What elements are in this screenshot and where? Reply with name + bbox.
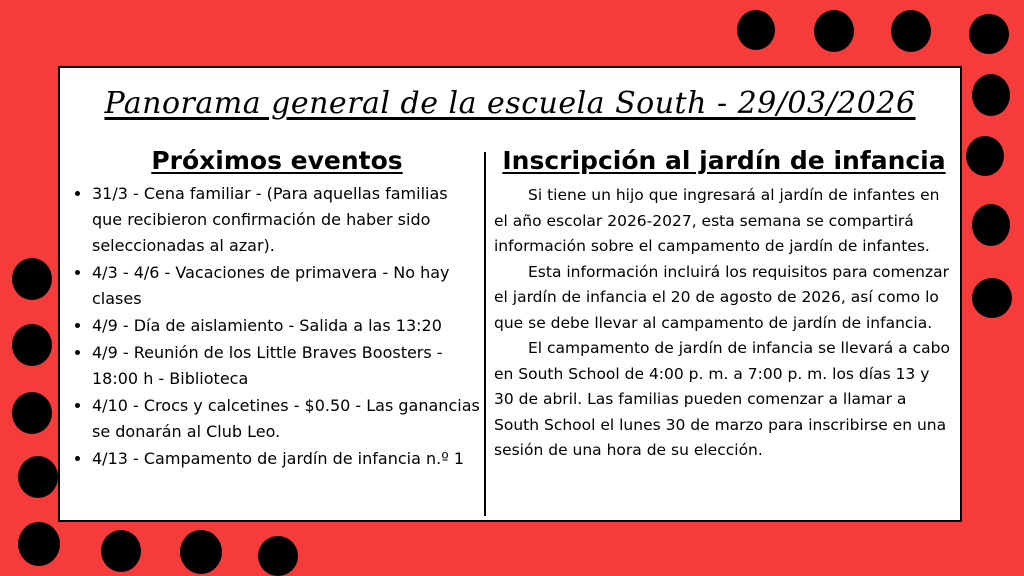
page-title: Panorama general de la escuela South - 29/03/2026 <box>104 86 916 121</box>
dot <box>12 324 52 366</box>
dot <box>180 530 222 574</box>
dot <box>12 392 52 434</box>
event-item: • 4/10 - Crocs y calcetines - $0.50 - Las ganancias se donarán al Club Leo. <box>92 393 480 445</box>
dot <box>972 204 1010 246</box>
event-item: • 31/3 - Cena familiar - (Para aquellas familias que recibieron confirmación de haber sido seleccionadas al azar). <box>92 181 480 259</box>
event-item: • 4/9 - Día de aislamiento - Salida a las 13:20 <box>92 313 480 339</box>
dot <box>12 258 52 300</box>
events-list <box>74 181 480 472</box>
event-item: • 4/9 - Reunión de los Little Braves Boosters - 18:00 h - Biblioteca <box>92 340 480 392</box>
kindergarten-heading: Inscripción al jardín de infancia <box>502 146 946 175</box>
dot <box>101 530 141 572</box>
dot <box>972 278 1012 318</box>
dot <box>737 10 775 50</box>
kindergarten-paragraph: Esta información incluirá los requisitos para comenzar el jardín de infancia el 20 de agosto de 2026, así como lo que se debe llevar al campamento de jardín de infancia. <box>494 262 949 332</box>
dot <box>258 536 298 576</box>
kindergarten-paragraph: Si tiene un hijo que ingresará al jardín de infantes en el año escolar 2026-2027, esta semana se compartirá información sobre el campamento de jardín de infantes. <box>494 186 940 255</box>
dot <box>966 136 1004 176</box>
newsletter-card <box>58 66 962 522</box>
dot <box>814 10 854 52</box>
upcoming-events-heading: Próximos eventos <box>151 146 403 175</box>
dot <box>891 10 931 52</box>
dot <box>18 522 60 566</box>
upcoming-events-column <box>74 146 480 473</box>
dot <box>972 74 1010 116</box>
dot <box>18 456 58 498</box>
dot <box>969 14 1009 54</box>
event-item: • 4/13 - Campamento de jardín de infancia n.º 1 <box>92 446 480 472</box>
event-item: • 4/3 - 4/6 - Vacaciones de primavera - No hay clases <box>92 260 480 312</box>
column-divider <box>484 152 486 516</box>
kindergarten-paragraph: El campamento de jardín de infancia se llevará a cabo en South School de 4:00 p. m. a 7:00 p. m. los días 13 y 30 de abril. Las familias pueden comenzar a llamar a South School el lunes 30 de marzo para inscribirse en una sesión de una hora de su elección. <box>494 339 950 459</box>
kindergarten-column <box>494 146 954 464</box>
